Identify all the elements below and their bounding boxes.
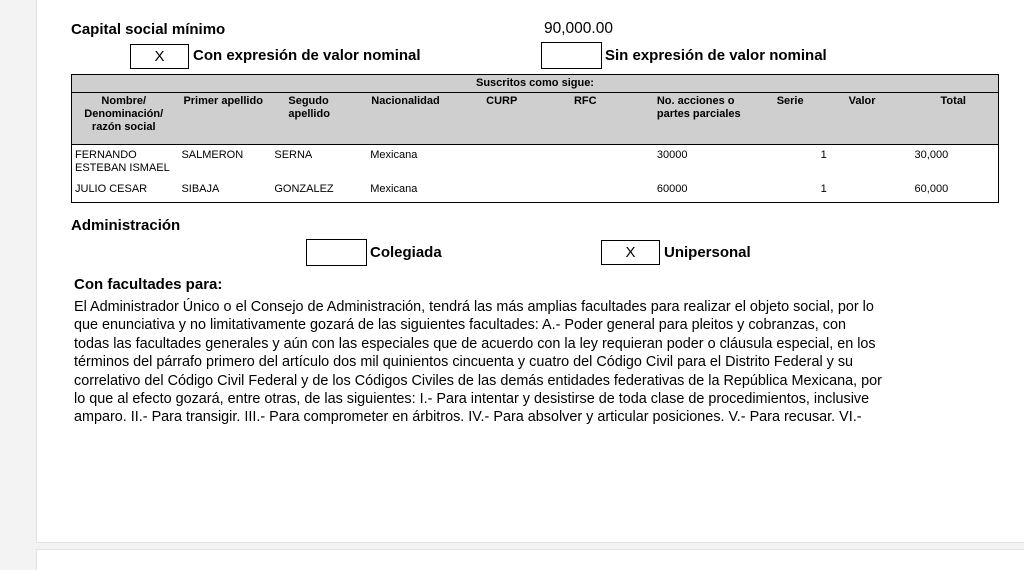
table-row	[72, 177, 999, 203]
column-header-nacionalidad: Nacionalidad	[361, 93, 474, 145]
cell-segundo-apellido: GONZALEZ	[274, 183, 334, 195]
unipersonal-label: Unipersonal	[664, 244, 751, 261]
facultades-title: Con facultades para:	[74, 276, 223, 293]
column-header-valor: Valor	[819, 93, 904, 145]
unipersonal-checkbox[interactable]: X	[601, 240, 660, 265]
cell-rfc	[569, 145, 633, 178]
with-nominal-label: Con expresión de valor nominal	[193, 47, 421, 64]
paragraph-line: que enunciativa y no limitativamente gozará de las siguientes facultades: A.- Poder general para pleitos y cobranzas, con	[74, 317, 846, 334]
subscribers-table	[71, 74, 999, 203]
cell-valor: 1	[820, 149, 827, 161]
table-title: Suscritos como sigue:	[72, 75, 999, 93]
cell-rfc	[569, 177, 633, 203]
cell-nombre: JULIO CESAR	[75, 183, 148, 195]
capital-value: 90,000.00	[544, 20, 613, 37]
column-header-nombre: Nombre/ Denominación/ razón social	[72, 93, 176, 145]
without-nominal-label: Sin expresión de valor nominal	[605, 47, 827, 64]
table-row	[72, 145, 999, 178]
cell-primer-apellido: SIBAJA	[181, 183, 220, 195]
paragraph-line: correlativo del Código Civil Federal y de los Códigos Civiles de las demás entidades federativas de la República Mexicana, por	[74, 372, 882, 389]
colegiada-label: Colegiada	[370, 244, 442, 261]
cell-total: 60,000	[914, 183, 949, 195]
paragraph-line: amparo. II.- Para transigir. III.- Para comprometer en árbitros. IV.- Para absolver y articular posiciones. V.- Para recusar. VI.-	[74, 409, 862, 426]
cell-nacionalidad: Mexicana	[370, 149, 418, 161]
colegiada-checkbox[interactable]	[306, 239, 367, 266]
without-nominal-checkbox[interactable]	[541, 42, 602, 69]
table-header-row	[72, 93, 999, 145]
paragraph-line: términos del párrafo primero del artículo dos mil quinientos cincuenta y cuatro del Código Civil para el Distrito Federal y su	[74, 354, 854, 371]
facultades-paragraph	[74, 298, 1000, 427]
cell-total: 30,000	[914, 149, 949, 161]
column-header-rfc: RFC	[569, 93, 633, 145]
cell-acciones: 30000	[656, 149, 688, 161]
paragraph-line: todas las facultades generales y aún con las especiales que de acuerdo con la ley requieran poder o cláusula especial, en los	[74, 335, 876, 352]
column-header-total: Total	[904, 93, 999, 145]
column-header-primer-apellido: Primer apellido	[175, 93, 268, 145]
capital-label: Capital social mínimo	[71, 21, 226, 38]
column-header-acciones: No. acciones o partes parciales	[633, 93, 757, 145]
paragraph-line: El Administrador Único o el Consejo de Administración, tendrá las más amplias facultades para realizar el objeto social, por lo	[74, 299, 874, 315]
cell-valor: 1	[820, 183, 827, 195]
column-header-serie: Serie	[757, 93, 819, 145]
cell-curp	[474, 177, 569, 203]
cell-serie	[757, 177, 819, 203]
cell-curp	[474, 145, 569, 178]
cell-nombre: FERNANDO ESTEBAN ISMAEL	[75, 149, 170, 174]
cell-segundo-apellido: SERNA	[274, 149, 313, 161]
cell-nacionalidad: Mexicana	[370, 183, 418, 195]
cell-acciones: 60000	[656, 183, 688, 195]
column-header-curp: CURP	[474, 93, 569, 145]
column-header-segundo-apellido: Segudo apellido	[268, 93, 361, 145]
paragraph-line: lo que al efecto gozará, entre otras, de las siguientes: I.- Para intentar y desistirse de toda clase de procedimientos, inclusive	[74, 391, 870, 408]
cell-serie	[757, 145, 819, 178]
with-nominal-checkbox[interactable]: X	[130, 44, 189, 69]
cell-primer-apellido: SALMERON	[181, 149, 244, 161]
administracion-label: Administración	[71, 217, 181, 234]
